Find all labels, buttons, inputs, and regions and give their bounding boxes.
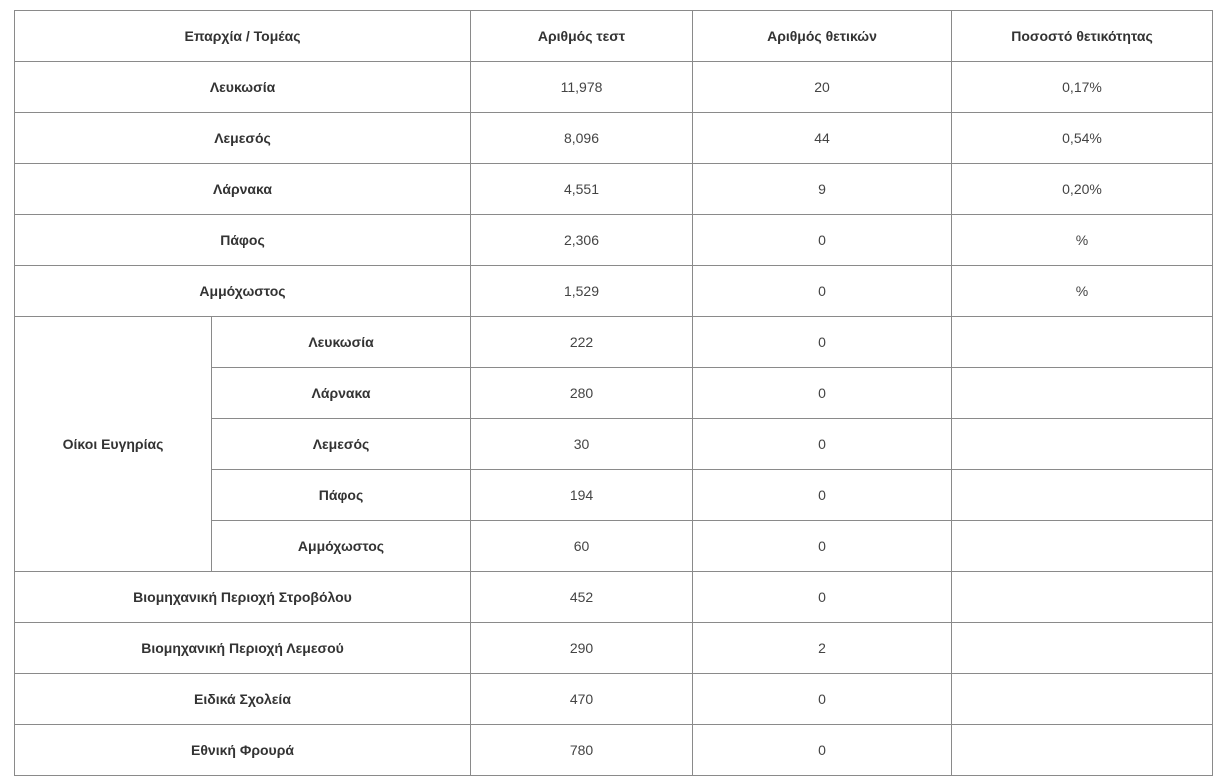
- positives-cell: 0: [693, 470, 952, 521]
- row-label: Πάφος: [15, 215, 471, 266]
- tests-cell: 11,978: [471, 62, 693, 113]
- row-sublabel: Λευκωσία: [212, 317, 471, 368]
- tests-cell: 222: [471, 317, 693, 368]
- positives-cell: 0: [693, 266, 952, 317]
- rate-cell: 0,20%: [952, 164, 1213, 215]
- positives-cell: 0: [693, 368, 952, 419]
- positives-cell: 20: [693, 62, 952, 113]
- table-row: [15, 215, 1213, 266]
- positives-cell: 0: [693, 419, 952, 470]
- row-sublabel: Πάφος: [212, 470, 471, 521]
- positives-cell: 0: [693, 317, 952, 368]
- header-tests: Αριθμός τεστ: [471, 11, 693, 62]
- tests-cell: 290: [471, 623, 693, 674]
- tests-cell: 452: [471, 572, 693, 623]
- positives-cell: 0: [693, 215, 952, 266]
- rate-cell: [952, 368, 1213, 419]
- rate-cell: [952, 419, 1213, 470]
- positives-cell: 0: [693, 725, 952, 776]
- header-district: Επαρχία / Τομέας: [15, 11, 471, 62]
- header-positivity-rate: Ποσοστό θετικότητας: [952, 11, 1213, 62]
- row-label: Λευκωσία: [15, 62, 471, 113]
- table-row: [15, 113, 1213, 164]
- tests-cell: 4,551: [471, 164, 693, 215]
- rate-cell: [952, 572, 1213, 623]
- positives-cell: 0: [693, 521, 952, 572]
- tests-cell: 60: [471, 521, 693, 572]
- rate-cell: [952, 725, 1213, 776]
- rate-cell: %: [952, 266, 1213, 317]
- rate-cell: [952, 470, 1213, 521]
- row-sublabel: Αμμόχωστος: [212, 521, 471, 572]
- rate-cell: 0,54%: [952, 113, 1213, 164]
- tests-cell: 194: [471, 470, 693, 521]
- tests-cell: 1,529: [471, 266, 693, 317]
- table-row: [15, 674, 1213, 725]
- row-label: Βιομηχανική Περιοχή Στροβόλου: [15, 572, 471, 623]
- positives-cell: 44: [693, 113, 952, 164]
- covid-tests-table: [14, 10, 1213, 776]
- tests-cell: 2,306: [471, 215, 693, 266]
- row-sublabel: Λάρνακα: [212, 368, 471, 419]
- positives-cell: 9: [693, 164, 952, 215]
- table-row: [15, 164, 1213, 215]
- positives-cell: 0: [693, 674, 952, 725]
- tests-cell: 30: [471, 419, 693, 470]
- rate-cell: [952, 521, 1213, 572]
- rate-cell: [952, 623, 1213, 674]
- row-sublabel: Λεμεσός: [212, 419, 471, 470]
- care-homes-group-label: Οίκοι Ευγηρίας: [15, 317, 212, 572]
- row-label: Αμμόχωστος: [15, 266, 471, 317]
- tests-cell: 780: [471, 725, 693, 776]
- table-row: [15, 266, 1213, 317]
- row-label: Εθνική Φρουρά: [15, 725, 471, 776]
- table-row: [15, 725, 1213, 776]
- rate-cell: %: [952, 215, 1213, 266]
- header-row: [15, 11, 1213, 62]
- tests-cell: 280: [471, 368, 693, 419]
- positives-cell: 0: [693, 572, 952, 623]
- table-row: [15, 623, 1213, 674]
- row-label: Βιομηχανική Περιοχή Λεμεσού: [15, 623, 471, 674]
- positives-cell: 2: [693, 623, 952, 674]
- rate-cell: [952, 674, 1213, 725]
- tests-cell: 8,096: [471, 113, 693, 164]
- row-label: Ειδικά Σχολεία: [15, 674, 471, 725]
- table-row: [15, 62, 1213, 113]
- table-row: [15, 317, 1213, 368]
- rate-cell: 0,17%: [952, 62, 1213, 113]
- rate-cell: [952, 317, 1213, 368]
- header-positives: Αριθμός θετικών: [693, 11, 952, 62]
- table-row: [15, 572, 1213, 623]
- row-label: Λεμεσός: [15, 113, 471, 164]
- row-label: Λάρνακα: [15, 164, 471, 215]
- tests-cell: 470: [471, 674, 693, 725]
